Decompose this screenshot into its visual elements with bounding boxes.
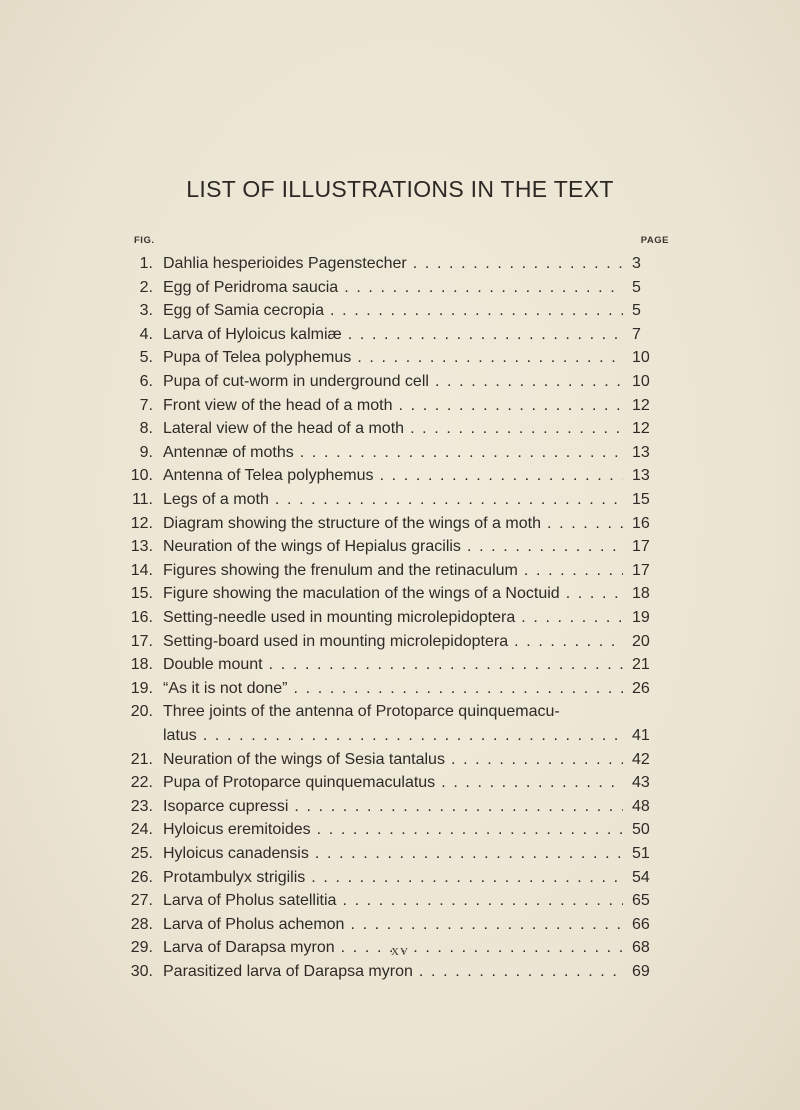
figure-number: 30. (130, 963, 153, 980)
figure-caption: Neuration of the wings of Sesia tantalus . . . (163, 748, 623, 772)
page-number: 42 (632, 750, 650, 768)
figure-caption: Lateral view of the head of a moth . . . (163, 417, 623, 441)
figure-caption: Setting-board used in mounting microlepidoptera . . . (163, 630, 623, 654)
figure-caption: Antennæ of moths . . . (163, 441, 623, 465)
list-item (0, 677, 800, 701)
page-number: 66 (632, 915, 650, 933)
figure-number: 26. (130, 868, 153, 886)
figure-caption: Isoparce cupressi . . . (163, 795, 623, 819)
figure-caption: Diagram showing the structure of the wings of a moth . . . (163, 512, 623, 536)
figure-caption: Pupa of cut-worm in underground cell . . . (163, 370, 623, 394)
list-item (0, 700, 800, 724)
page-number: 17 (632, 561, 650, 579)
list-item (0, 653, 800, 677)
list-item (0, 630, 800, 654)
list-item (0, 276, 800, 300)
figure-caption: latus . . . (163, 724, 623, 748)
figure-number: 16. (130, 609, 153, 626)
folio-number: XV (391, 946, 409, 958)
figure-caption: Pupa of Telea polyphemus . . . (163, 346, 623, 370)
figure-caption: Larva of Darapsa myron . . . (163, 936, 623, 960)
figure-number: 25. (130, 845, 153, 862)
page-number: 10 (632, 373, 650, 390)
figure-caption: Neuration of the wings of Hepialus gracilis . . . (163, 535, 623, 559)
figure-caption: Legs of a moth . . . (163, 488, 623, 512)
list-item (0, 889, 800, 913)
figure-caption: Hyloicus canadensis . . . (163, 842, 623, 866)
list-item (0, 795, 800, 819)
list-item (0, 512, 800, 536)
figure-number: 4. (139, 325, 153, 343)
page-number: 26 (632, 679, 650, 697)
list-item (0, 299, 800, 323)
figure-caption: Hyloicus eremitoides . . . (163, 818, 623, 842)
list-item (0, 818, 800, 842)
figure-number: 23. (130, 797, 153, 815)
page-number: 5 (632, 302, 641, 320)
list-item (0, 842, 800, 866)
page-number: 13 (632, 443, 650, 461)
figure-number: 13. (130, 538, 153, 556)
page-number: 3 (632, 255, 641, 272)
figure-number: 10. (130, 467, 153, 485)
page-number: 50 (632, 821, 650, 839)
page-number: 51 (632, 845, 650, 862)
page-number: 13 (632, 467, 650, 485)
list-item (0, 535, 800, 559)
list-item (0, 582, 800, 606)
list-item (0, 748, 800, 772)
figure-number: 17. (130, 632, 153, 650)
figure-number: 14. (130, 561, 153, 579)
page-number: 7 (632, 325, 641, 343)
figure-number: 22. (130, 774, 153, 792)
figure-number: 28. (130, 915, 153, 933)
figure-caption: Setting-needle used in mounting microlepidoptera . . . (163, 606, 623, 630)
list-item (0, 252, 800, 276)
list-item (0, 866, 800, 890)
figure-number: 7. (139, 396, 153, 414)
figure-caption: Dahlia hesperioides Pagenstecher . . . (163, 252, 623, 276)
figure-caption: Front view of the head of a moth . . . (163, 394, 623, 418)
figure-number: 12. (130, 514, 153, 532)
page-number: 16 (632, 514, 650, 532)
figure-number: 29. (130, 939, 153, 957)
figure-caption: Protambulyx strigilis . . . (163, 866, 623, 890)
figure-number: 8. (139, 420, 153, 438)
page-number: 65 (632, 892, 650, 910)
page-number: 5 (632, 278, 641, 296)
figure-caption: Figure showing the maculation of the wings of a Noctuid . . . (163, 582, 623, 606)
list-item (0, 913, 800, 937)
figure-caption: Double mount . . . (163, 653, 623, 677)
figure-caption: Larva of Hyloicus kalmiæ . . . (163, 323, 623, 347)
list-item (0, 464, 800, 488)
figure-number: 3. (139, 302, 153, 320)
list-item (0, 417, 800, 441)
list-item (0, 488, 800, 512)
list-item (0, 724, 800, 748)
page-number: 48 (632, 797, 650, 815)
figure-caption: Egg of Peridroma saucia . . . (163, 276, 623, 300)
page-number: 21 (632, 656, 650, 674)
figure-number: 5. (139, 349, 153, 367)
figure-caption: Larva of Pholus satellitia . . . (163, 889, 623, 913)
figure-number: 20. (130, 703, 153, 721)
page-number: 12 (632, 396, 650, 414)
figure-number: 15. (130, 585, 153, 603)
figure-number: 27. (130, 892, 153, 910)
figure-number: 2. (139, 278, 153, 296)
figure-caption: Figures showing the frenulum and the retinaculum . . . (163, 559, 623, 583)
figure-caption: Pupa of Protoparce quinquemaculatus . . . (163, 771, 623, 795)
figure-caption: Larva of Pholus achemon . . . (163, 913, 623, 937)
page-number: 19 (632, 609, 650, 626)
list-item (0, 394, 800, 418)
list-item (0, 441, 800, 465)
list-item (0, 960, 800, 984)
page-number: 41 (632, 727, 650, 744)
page-number: 54 (632, 868, 650, 886)
figure-number: 24. (130, 821, 153, 839)
page-number: 20 (632, 632, 650, 650)
list-item (0, 370, 800, 394)
page-number: 12 (632, 420, 650, 438)
figure-number: 11. (131, 491, 153, 508)
figure-caption: “As it is not done” . . . (163, 677, 623, 701)
fig-column-header: FIG. (134, 235, 155, 246)
figure-caption: Parasitized larva of Darapsa myron . . . (163, 960, 623, 984)
figure-number: 1. (139, 255, 153, 272)
figure-number: 21. (130, 750, 153, 768)
page-number: 68 (632, 939, 650, 957)
page-number: 69 (632, 963, 650, 980)
list-item (0, 771, 800, 795)
figure-caption: Three joints of the antenna of Protoparce quinquemacu- (163, 703, 560, 721)
page-number: 18 (632, 585, 650, 603)
figure-number: 18. (130, 656, 153, 674)
list-item (0, 606, 800, 630)
list-item (0, 346, 800, 370)
figure-number: 9. (139, 443, 153, 461)
figure-caption: Antenna of Telea polyphemus . . . (163, 464, 623, 488)
page-number: 15 (632, 491, 650, 508)
figure-number: 19. (130, 679, 153, 697)
page-number: 10 (632, 349, 650, 367)
page-column-header: PAGE (640, 235, 669, 246)
figure-caption: Egg of Samia cecropia . . . (163, 299, 623, 323)
figure-number: 6. (139, 373, 153, 390)
page-number: 17 (632, 538, 650, 556)
page-number: 43 (632, 774, 650, 792)
list-item (0, 559, 800, 583)
page-title: LIST OF ILLUSTRATIONS IN THE TEXT (186, 176, 614, 202)
list-item (0, 323, 800, 347)
